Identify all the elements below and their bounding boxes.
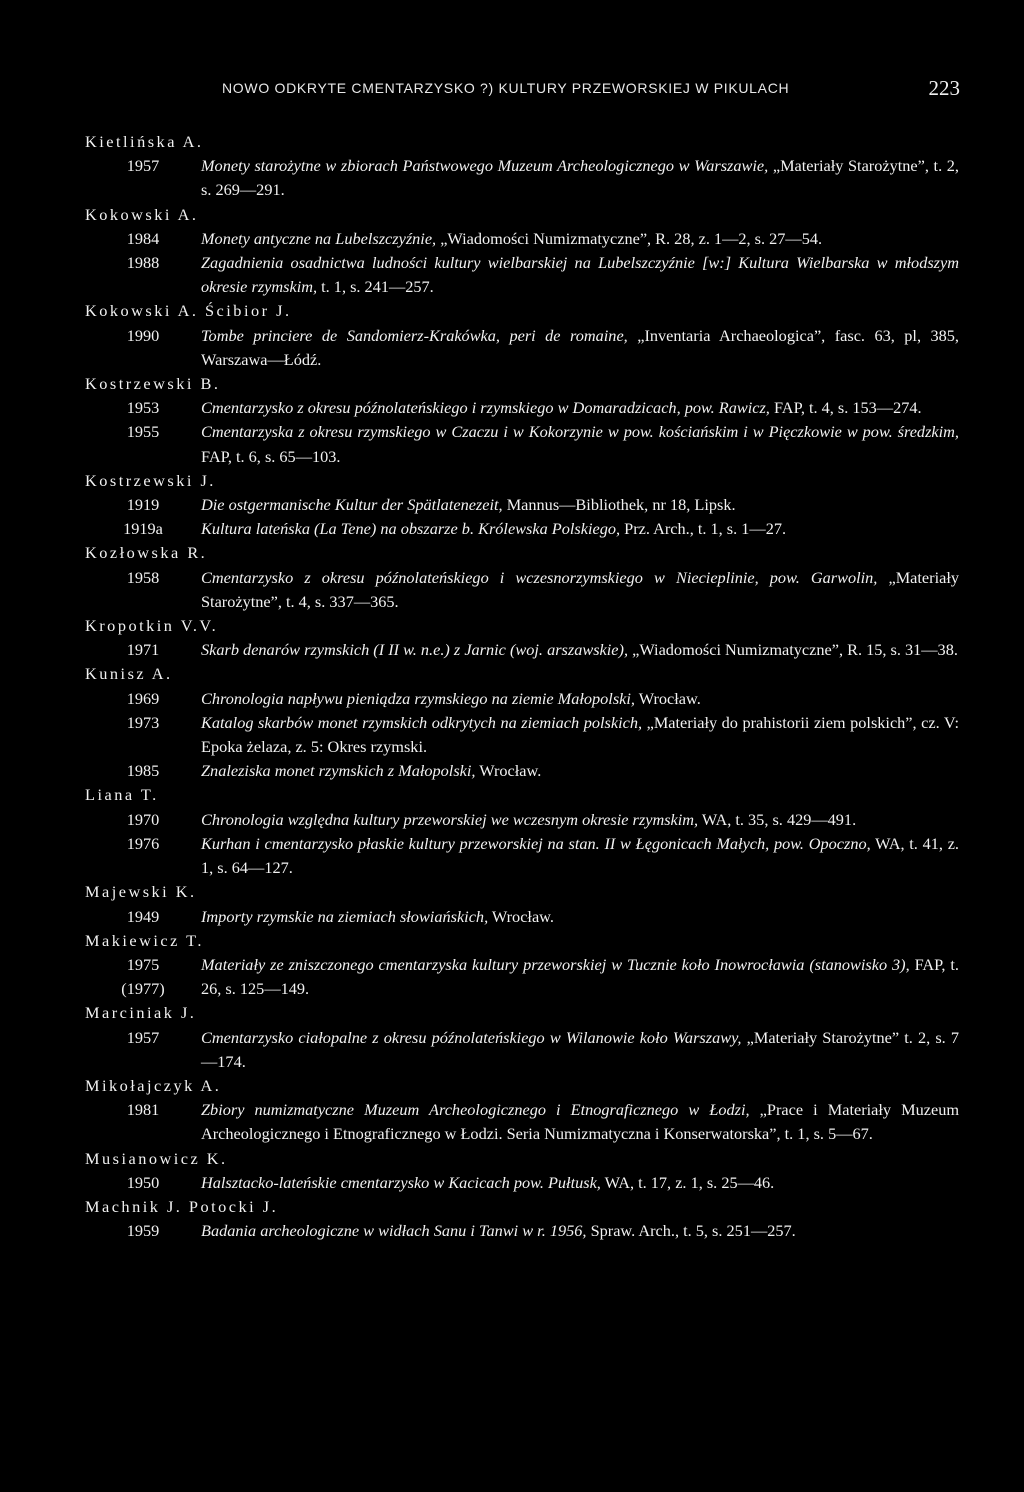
ref-year: 1988 [126, 253, 160, 273]
ref-publication: WA, t. 17, z. 1, s. 25—46. [600, 1172, 775, 1192]
ref-entry [85, 251, 965, 299]
ref-content [201, 832, 965, 880]
ref-entry [85, 832, 965, 880]
ref-year: 1970 [126, 809, 160, 829]
ref-entry [85, 687, 965, 711]
ref-content [201, 687, 965, 711]
page-number: 223 [928, 76, 960, 100]
ref-entry [85, 1026, 965, 1074]
ref-title: Badania archeologiczne w widłach Sanu i Tanwi w r. 1956, [201, 1221, 587, 1241]
ref-content [201, 251, 965, 299]
ref-entry [85, 711, 965, 759]
ref-author: Mikołajczyk A. [85, 1075, 222, 1095]
ref-year: 1975 (1977) [121, 954, 165, 999]
ref-year: 1971 [126, 640, 160, 660]
ref-author: Liana T. [85, 785, 159, 805]
ref-year: 1919 [126, 495, 160, 515]
ref-year: 1953 [126, 398, 160, 418]
ref-year: 1949 [126, 906, 160, 926]
ref-author: Kokowski A. Ścibior J. [85, 301, 292, 321]
ref-year: 1990 [126, 325, 160, 345]
ref-publication: FAP, t. 6, s. 65—103. [201, 446, 341, 466]
ref-entry [85, 638, 965, 662]
ref-publication: Wrocław. [634, 688, 701, 708]
ref-author: Kropotkin V.V. [85, 616, 219, 636]
ref-publication: „Inventaria Archaeologica”, fasc. 63, pl, 385, Warszawa—Łódź. [201, 325, 959, 369]
ref-content [201, 808, 965, 832]
ref-content [201, 953, 965, 1001]
page-header [222, 76, 960, 104]
ref-content [201, 1171, 965, 1195]
ref-year: 1955 [126, 422, 160, 442]
ref-title: Halsztacko-lateńskie cmentarzysko w Kacicach pow. Pułtusk, [201, 1172, 601, 1192]
ref-author: Marciniak J. [85, 1003, 197, 1023]
ref-author: Kunisz A. [85, 664, 173, 684]
ref-publication: Wrocław. [488, 906, 554, 926]
ref-title: Kurhan i cmentarzysko płaskie kultury przeworskiej na stan. II w Łęgonicach Małych, pow. Opoczno, [201, 833, 871, 853]
ref-entry [85, 396, 965, 420]
ref-content [201, 420, 965, 468]
ref-publication: WA, t. 41, z. 1, s. 64—127. [201, 833, 959, 878]
ref-entry [85, 759, 965, 783]
ref-publication: Prz. Arch., t. 1, s. 1—27. [620, 519, 787, 539]
ref-title: Materiały ze zniszczonego cmentarzyska kultury przeworskiej w Tucznie koło Inowrocławia (stanowisko 3), [201, 954, 910, 974]
ref-entry [85, 227, 965, 251]
ref-content [201, 324, 965, 372]
ref-year: 1984 [126, 228, 160, 248]
ref-author: Majewski K. [85, 882, 197, 902]
ref-entry [85, 808, 965, 832]
ref-publication: „Materiały Starożytne”, t. 2, s. 269—291. [201, 156, 959, 200]
ref-title: Chronologia napływu pieniądza rzymskiego na ziemie Małopolski, [201, 688, 635, 708]
ref-title: Importy rzymskie na ziemiach słowiańskich, [201, 906, 489, 926]
ref-title: Skarb denarów rzymskich (I II w. n.e.) z Jarnic (woj. arszawskie), [201, 640, 629, 660]
ref-entry [85, 953, 965, 1001]
ref-title: Cmentarzysko z okresu późnolateńskiego i wczesnorzymskiego w Niecieplinie, pow. Garwolin, [201, 567, 878, 587]
ref-author: Machnik J. Potocki J. [85, 1196, 279, 1216]
ref-title: Cmentarzyska z okresu rzymskiego w Czaczu i w Kokorzynie w pow. kościańskim i w Pięczkowie w pow. średzkim, [201, 422, 959, 442]
ref-content [201, 1219, 965, 1243]
ref-publication: „Prace i Materiały Muzeum Archeologicznego i Etnograficznego w Łodzi. Seria Numizmatyczna i Konserwatorska”, t. 1, s. 5—67. [201, 1100, 960, 1144]
ref-author: Kietlińska A. [85, 132, 204, 151]
ref-entry [85, 517, 965, 541]
ref-title: Cmentarzysko ciałopalne z okresu późnolateńskiego w Wilanowie koło Warszawy, [201, 1027, 742, 1047]
ref-content [201, 1026, 965, 1074]
ref-entry [85, 154, 965, 202]
ref-title: Monety starożytne w zbiorach Państwowego Muzeum Archeologicznego w Warszawie, [201, 156, 769, 176]
ref-content [201, 396, 965, 420]
ref-title: Tombe princiere de Sandomierz-Krakówka, peri de romaine, [201, 325, 628, 345]
ref-title: Zbiory numizmatyczne Muzeum Archeologicznego i Etnograficznego w Łodzi, [201, 1100, 750, 1120]
ref-content [201, 493, 965, 517]
ref-content [201, 905, 965, 929]
ref-entry [85, 420, 965, 468]
ref-author: Musianowicz K. [85, 1148, 228, 1168]
ref-author: Kokowski A. [85, 204, 199, 224]
ref-content [201, 759, 965, 783]
ref-year: 1973 [126, 712, 160, 732]
ref-publication: Mannus—Bibliothek, nr 18, Lipsk. [502, 495, 736, 515]
ref-title: Katalog skarbów monet rzymskich odkrytych na ziemiach polskich, [201, 712, 643, 732]
ref-year: 1976 [126, 833, 160, 853]
ref-title: Znaleziska monet rzymskich z Małopolski, [201, 761, 476, 781]
ref-entry [85, 566, 965, 614]
ref-publication: FAP, t. 4, s. 153—274. [769, 398, 922, 418]
ref-publication: FAP, t. 26, s. 125—149. [201, 954, 959, 999]
ref-publication: Spraw. Arch., t. 5, s. 251—257. [586, 1221, 796, 1241]
ref-author: Kostrzewski J. [85, 470, 216, 490]
ref-publication: „Wiadomości Numizmatyczne”, R. 15, s. 31—38. [628, 640, 958, 660]
ref-title: Die ostgermanische Kultur der Spätlatenezeit, [201, 495, 503, 515]
ref-content [201, 711, 965, 759]
ref-title: Zagadnienia osadnictwa ludności kultury wielbarskiej na Lubelszczyźnie [w:] Kultura Wielbarska w młodszym okresie rzymskim, [201, 253, 959, 297]
ref-year: 1958 [126, 567, 160, 587]
ref-content [201, 154, 965, 202]
ref-publication: WA, t. 35, s. 429—491. [698, 809, 857, 829]
ref-author: Kozłowska R. [85, 543, 208, 563]
ref-year: 1919a [123, 519, 163, 539]
ref-entry [85, 324, 965, 372]
ref-year: 1957 [126, 1027, 160, 1047]
ref-title: Chronologia względna kultury przeworskiej we wczesnym okresie rzymskim, [201, 809, 699, 829]
ref-content [201, 1098, 965, 1146]
ref-publication: „Materiały Starożytne” t. 2, s. 7—174. [201, 1027, 960, 1071]
ref-publication: Wrocław. [475, 761, 542, 781]
ref-entry [85, 1219, 965, 1243]
ref-entry [85, 1098, 965, 1146]
ref-year: 1959 [126, 1221, 160, 1241]
ref-year: 1981 [126, 1100, 160, 1120]
ref-year: 1969 [126, 688, 160, 708]
ref-publication: „Materiały do prahistorii ziem polskich”, cz. V: Epoka żelaza, z. 5: Okres rzymski. [201, 712, 959, 757]
ref-year: 1950 [126, 1172, 160, 1192]
bibliography [85, 130, 965, 1243]
ref-title: Kultura lateńska (La Tene) na obszarze b. Królewska Polskiego, [201, 519, 621, 539]
ref-year: 1957 [126, 156, 160, 176]
ref-publication: „Materiały Starożytne”, t. 4, s. 337—365. [201, 567, 959, 611]
ref-author: Makiewicz T. [85, 930, 204, 950]
ref-content [201, 566, 965, 614]
running-title: NOWO ODKRYTE CMENTARZYSKO ?) KULTURY PRZEWORSKIEJ W PIKULACH [222, 80, 790, 96]
ref-content [201, 638, 965, 662]
ref-title: Monety antyczne na Lubelszczyźnie, [201, 228, 437, 248]
ref-content [201, 517, 965, 541]
ref-publication: „Wiadomości Numizmatyczne”, R. 28, z. 1—2, s. 27—54. [436, 228, 823, 248]
ref-entry [85, 1171, 965, 1195]
ref-entry [85, 905, 965, 929]
ref-title: Cmentarzysko z okresu późnolateńskiego i rzymskiego w Domaradzicach, pow. Rawicz, [201, 398, 770, 418]
ref-year: 1985 [126, 761, 160, 781]
ref-entry [85, 493, 965, 517]
ref-publication: t. 1, s. 241—257. [317, 277, 434, 297]
ref-author: Kostrzewski B. [85, 374, 221, 394]
ref-content [201, 227, 965, 251]
